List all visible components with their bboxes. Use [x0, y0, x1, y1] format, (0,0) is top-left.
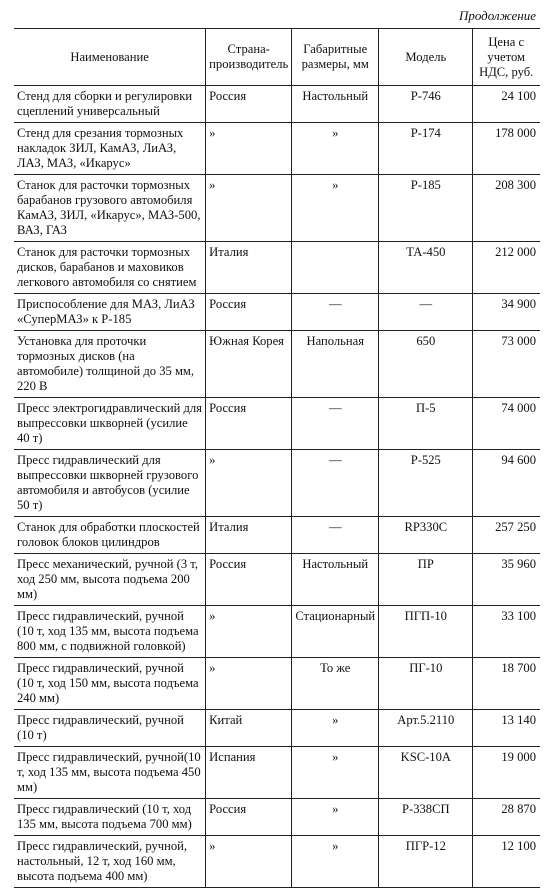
cell-country: Россия	[206, 554, 292, 606]
table-header-row	[14, 29, 540, 86]
cell-name: Установка для проточки тормозных дисков (на автомобиле) толщиной до 35 мм, 220 В	[14, 331, 206, 398]
equipment-price-table	[14, 28, 540, 888]
cell-name: Пресс гидравлический, ручной (10 т)	[14, 710, 206, 747]
cell-price: 24 100	[473, 86, 540, 123]
cell-dimensions: »	[292, 123, 379, 175]
cell-name: Приспособление для МАЗ, ЛиАЗ «СуперМАЗ» к Р-185	[14, 294, 206, 331]
cell-country: Россия	[206, 398, 292, 450]
cell-model: Р-338СП	[379, 799, 473, 836]
cell-price: 74 000	[473, 398, 540, 450]
cell-dimensions: »	[292, 747, 379, 799]
cell-name: Пресс механический, ручной (3 т, ход 250 мм, высота подъема 200 мм)	[14, 554, 206, 606]
cell-price: 94 600	[473, 450, 540, 517]
cell-name: Пресс гидравлический, ручной (10 т, ход 135 мм, высота подъема 800 мм, с подвижной головкой)	[14, 606, 206, 658]
cell-model: ТА-450	[379, 242, 473, 294]
cell-model: Р-185	[379, 175, 473, 242]
cell-price: 257 250	[473, 517, 540, 554]
table-row	[14, 658, 540, 710]
table-row	[14, 398, 540, 450]
cell-name: Пресс гидравлический для выпрессовки шкворней грузового автомобиля и автобусов (усилие 50 т)	[14, 450, 206, 517]
cell-country: »	[206, 658, 292, 710]
cell-model: Р-174	[379, 123, 473, 175]
cell-name: Стенд для срезания тормозных накладок ЗИЛ, КамАЗ, ЛиАЗ, ЛАЗ, МАЗ, «Икарус»	[14, 123, 206, 175]
cell-name: Пресс гидравлический, ручной, настольный, 12 т, ход 160 мм, высота подъема 400 мм)	[14, 836, 206, 888]
cell-price: 178 000	[473, 123, 540, 175]
cell-name: Станок для обработки плоскостей головок блоков цилиндров	[14, 517, 206, 554]
table-row	[14, 606, 540, 658]
cell-model: Р-525	[379, 450, 473, 517]
table-row	[14, 450, 540, 517]
cell-dimensions: »	[292, 836, 379, 888]
cell-model: П-5	[379, 398, 473, 450]
cell-name: Пресс гидравлический, ручной(10 т, ход 135 мм, высота подъема 450 мм)	[14, 747, 206, 799]
cell-country: Россия	[206, 799, 292, 836]
cell-model: ПР	[379, 554, 473, 606]
cell-country: Италия	[206, 242, 292, 294]
cell-dimensions: —	[292, 517, 379, 554]
table-row	[14, 554, 540, 606]
cell-country: »	[206, 606, 292, 658]
table-row	[14, 747, 540, 799]
cell-price: 208 300	[473, 175, 540, 242]
cell-price: 33 100	[473, 606, 540, 658]
cell-name: Пресс гидравлический (10 т, ход 135 мм, высота подъема 700 мм)	[14, 799, 206, 836]
cell-country: »	[206, 123, 292, 175]
cell-country: Россия	[206, 86, 292, 123]
cell-name: Стенд для сборки и регулировки сцеплений универсальный	[14, 86, 206, 123]
cell-price: 212 000	[473, 242, 540, 294]
cell-dimensions: —	[292, 450, 379, 517]
table-row	[14, 331, 540, 398]
cell-dimensions: Стационарный	[292, 606, 379, 658]
cell-price: 19 000	[473, 747, 540, 799]
cell-dimensions: —	[292, 398, 379, 450]
cell-country: Испания	[206, 747, 292, 799]
header-country: Страна-производитель	[206, 29, 292, 86]
cell-model: Арт.5.2110	[379, 710, 473, 747]
table-row	[14, 86, 540, 123]
cell-dimensions: »	[292, 710, 379, 747]
cell-country: Россия	[206, 294, 292, 331]
cell-price: 35 960	[473, 554, 540, 606]
table-body	[14, 86, 540, 888]
cell-price: 73 000	[473, 331, 540, 398]
cell-name: Станок для расточки тормозных барабанов грузового автомобиля КамАЗ, ЗИЛ, «Икарус», МАЗ-500, ВАЗ, ГАЗ	[14, 175, 206, 242]
cell-name: Пресс электрогидравлический для выпрессовки шкворней (усилие 40 т)	[14, 398, 206, 450]
cell-model: ПГ-10	[379, 658, 473, 710]
cell-dimensions: »	[292, 799, 379, 836]
cell-dimensions: Напольная	[292, 331, 379, 398]
cell-model: 650	[379, 331, 473, 398]
table-row	[14, 123, 540, 175]
table-row	[14, 517, 540, 554]
table-row	[14, 710, 540, 747]
cell-country: »	[206, 450, 292, 517]
cell-model: Р-746	[379, 86, 473, 123]
cell-country: Южная Корея	[206, 331, 292, 398]
cell-model: —	[379, 294, 473, 331]
header-price: Цена с учетом НДС, руб.	[473, 29, 540, 86]
cell-dimensions: »	[292, 175, 379, 242]
cell-country: Италия	[206, 517, 292, 554]
cell-country: »	[206, 836, 292, 888]
cell-country: »	[206, 175, 292, 242]
cell-name: Станок для расточки тормозных дисков, барабанов и маховиков легкового автомобиля со снятием	[14, 242, 206, 294]
table-row	[14, 836, 540, 888]
cell-price: 13 140	[473, 710, 540, 747]
header-name: Наименование	[14, 29, 206, 86]
header-dimensions: Габаритные размеры, мм	[292, 29, 379, 86]
continuation-label: Продолжение	[458, 8, 536, 23]
cell-model: ПГР-12	[379, 836, 473, 888]
table-row	[14, 799, 540, 836]
cell-dimensions: —	[292, 294, 379, 331]
header-model: Модель	[379, 29, 473, 86]
cell-country: Китай	[206, 710, 292, 747]
cell-price: 28 870	[473, 799, 540, 836]
cell-price: 18 700	[473, 658, 540, 710]
cell-name: Пресс гидравлический, ручной (10 т, ход 150 мм, высота подъема 240 мм)	[14, 658, 206, 710]
cell-model: KSC-10A	[379, 747, 473, 799]
cell-model: RP330C	[379, 517, 473, 554]
cell-price: 34 900	[473, 294, 540, 331]
table-row	[14, 175, 540, 242]
cell-dimensions	[292, 242, 379, 294]
cell-price: 12 100	[473, 836, 540, 888]
cell-dimensions: Настольный	[292, 86, 379, 123]
cell-dimensions: То же	[292, 658, 379, 710]
table-row	[14, 294, 540, 331]
cell-model: ПГП-10	[379, 606, 473, 658]
table-row	[14, 242, 540, 294]
cell-dimensions: Настольный	[292, 554, 379, 606]
